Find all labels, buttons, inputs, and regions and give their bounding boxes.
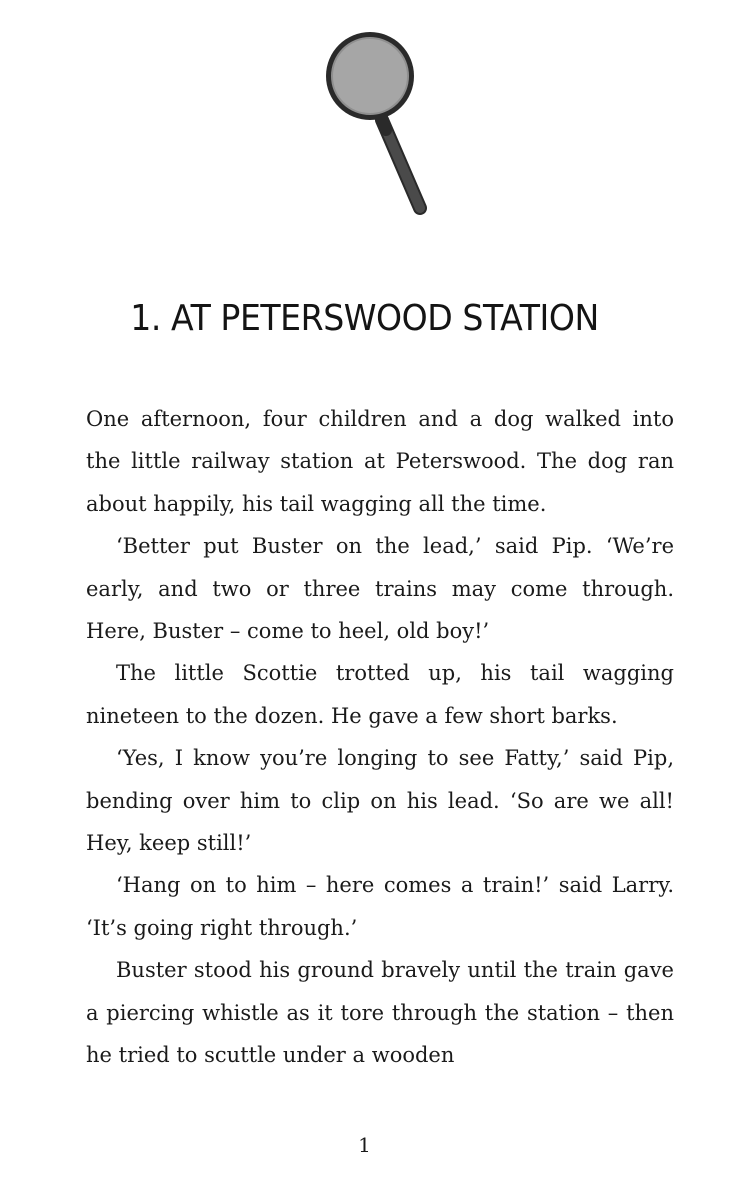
page-number: 1	[358, 1133, 371, 1157]
paragraph: ‘Hang on to him – here comes a train!’ said Larry. ‘It’s going right through.’	[86, 873, 674, 940]
magnifying-glass-icon	[322, 26, 434, 222]
chapter-body	[86, 398, 674, 1077]
paragraph: ‘Better put Buster on the lead,’ said Pip. ‘We’re early, and two or three trains may come through. Here, Buster – come to heel, old boy!’	[86, 534, 674, 644]
paragraph: The little Scottie trotted up, his tail wagging nineteen to the dozen. He gave a few short barks.	[86, 661, 674, 728]
paragraph: Buster stood his ground bravely until the train gave a piercing whistle as it tore through the station – then he tried to scuttle under a wooden	[86, 958, 674, 1068]
chapter-title: 1. AT PETERSWOOD STATION	[130, 298, 599, 339]
paragraph: One afternoon, four children and a dog walked into the little railway station at Peterswood. The dog ran about happily, his tail wagging all the time.	[86, 407, 674, 516]
paragraph: ‘Yes, I know you’re longing to see Fatty,’ said Pip, bending over him to clip on his lead. ‘So are we all! Hey, keep still!’	[86, 746, 674, 856]
